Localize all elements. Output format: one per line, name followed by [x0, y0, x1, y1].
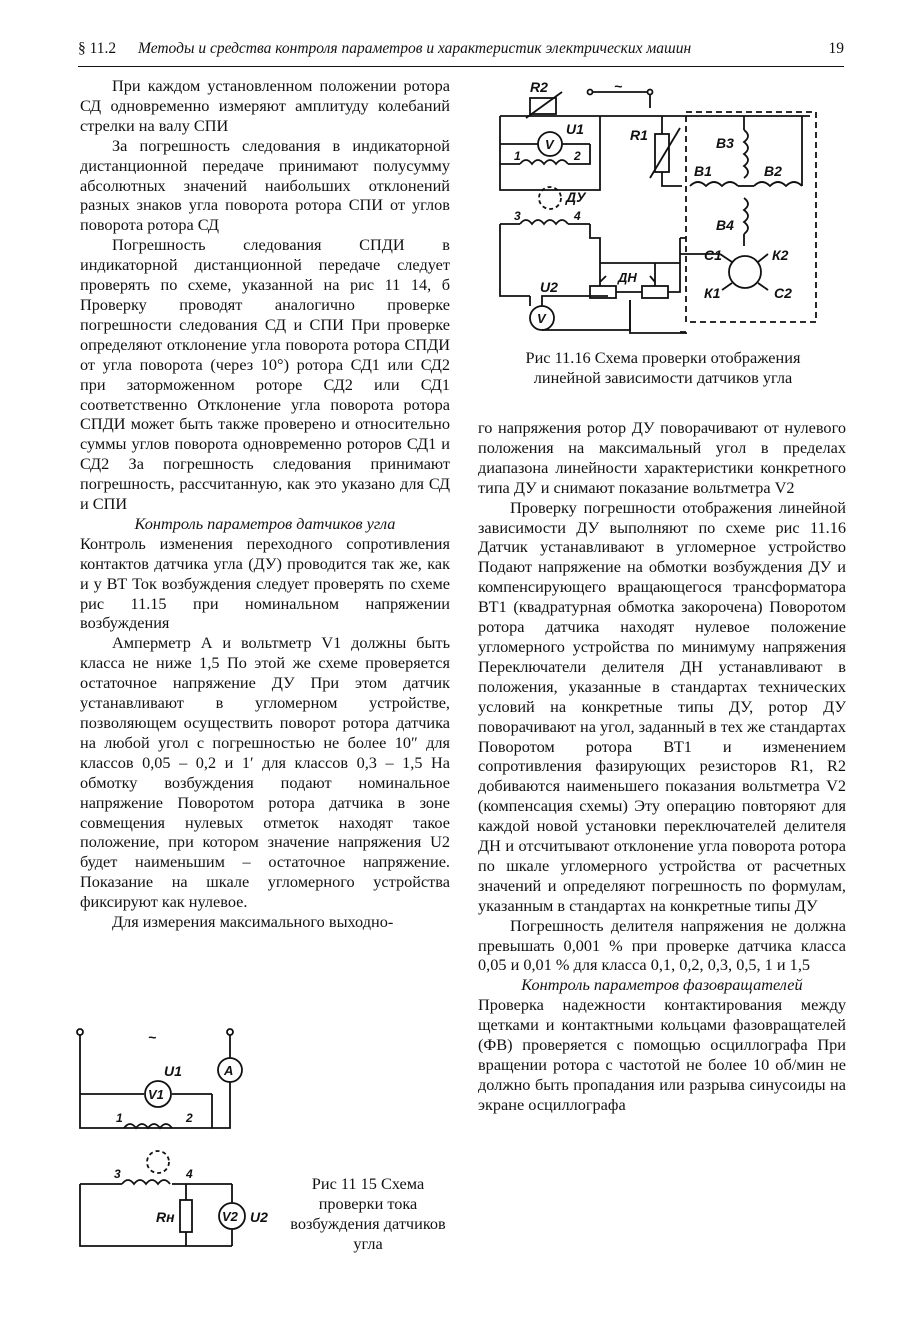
fig16-label-dn: ДН	[618, 270, 637, 285]
fig16-terminal-3: 3	[514, 209, 521, 223]
fig16-label-r1: R1	[630, 127, 648, 143]
left-paragraph-3: Погрешность следования СПДИ в индикаторной дистанционной передаче следует проверять по схеме, указанной на рис 11 14, б Проверку проводят аналогично проверке погрешности следования СД и СПИ При проверке определяют отклонение угла поворота ротора СПДИ от угла поворота (через 10°) ротора СД1 или СД2 при заторможенном роторе СД2 или СД1 соответственно Отклонение угла поворота ротора СПДИ может быть также проверено и относительно суммы углов поворота одновременно роторов СД1 и СД2 За погрешность следования принимают погрешность, рассчитанную, как это указано для СД и СПИ	[80, 235, 450, 514]
figure-11-16-circuit	[490, 78, 830, 340]
left-paragraph-2: За погрешность следования в индикаторной дистанционной передаче принимают полусумму абсолютных значений наибольших отклонений разных знаков угла поворота ротора СПИ от углов поворота ротора СД	[80, 135, 450, 235]
fig15-terminal-1: 1	[116, 1111, 123, 1125]
fig15-terminal-2: 2	[186, 1111, 193, 1125]
left-paragraph-4: Контроль изменения переходного сопротивления контактов датчика угла (ДУ) проводится так же, как и у ВТ Ток возбуждения следует проверять по схеме рис 11.15 при номинальном напряжении возбуждения	[80, 533, 450, 633]
fig16-label-c1: С1	[704, 247, 722, 263]
figure-11-16-caption-line-1: Рис 11.16 Схема проверки отображения	[525, 348, 801, 367]
fig15-label-u2: U2	[250, 1209, 268, 1225]
left-column	[80, 76, 450, 932]
fig16-terminal-1: 1	[514, 149, 521, 163]
section-number: § 11.2	[78, 40, 117, 57]
fig15-voltmeter-2: V2	[222, 1209, 238, 1224]
right-paragraph-3: Погрешность делителя напряжения не должна превышать 0,001 % при проверке датчика класса 0,05 и 0,01 % для класса 0,1, 0,2, 0,3, 0,5, 1 и 1,5	[478, 915, 846, 975]
fig16-label-k2: К2	[772, 247, 789, 263]
fig16-label-b3: В3	[716, 135, 734, 151]
right-paragraph-1: го напряжения ротор ДУ поворачивают от нулевого положения на максимальный угол в пределах диапазона линейности характеристики конкретного типа ДУ и снимают показание вольтметра V2	[478, 418, 846, 497]
left-paragraph-5: Амперметр А и вольтметр V1 должны быть класса не ниже 1,5 По этой же схеме проверяется остаточное напряжение ДУ При этом датчик устанавливают в угломерном устройстве, позволяющем осуществить поворот ротора датчика на любой угол с погрешностью не более 10″ для классов 0,05 – 0,2 и 1′ для классов 0,3 – 1,5 На обмотку возбуждения подают номинальное напряжение Поворотом ротора датчика в зоне совмещения нулевых отметок находят такое положение, при котором значение напряжения U2 будет наименьшим – остаточное напряжение. Показание на шкале угломерного устройства фиксируют как нулевое.	[80, 633, 450, 912]
fig15-voltmeter-1: V1	[148, 1087, 164, 1102]
left-paragraph-6: Для измерения максимального выходно-	[112, 912, 394, 932]
fig16-terminal-4: 4	[574, 209, 581, 223]
running-header	[78, 40, 844, 67]
figure-11-15-circuit	[62, 1024, 282, 1254]
fig16-voltmeter-1: V	[545, 137, 554, 152]
figure-11-15-caption: Рис 11 15 Схема проверки тока возбуждения датчиков угла	[290, 1174, 446, 1253]
fig15-ac-symbol: ~	[148, 1029, 157, 1045]
page-number: 19	[828, 40, 844, 57]
right-column	[478, 418, 846, 1115]
subheading-angle-sensors: Контроль параметров датчиков угла	[134, 513, 396, 533]
fig16-label-r2: R2	[530, 79, 548, 95]
right-paragraph-4: Проверка надежности контактирования между щетками и контактными кольцами фазовращателей (ФВ) проверяется с помощью осциллографа При вращении ротора с частотой не более 10 об/мин не должно быть пропадания или разрыва синусоиды на экране осциллографа	[478, 995, 846, 1114]
fig16-label-u1: U1	[566, 121, 584, 137]
left-paragraph-1: При каждом установленном положении ротора СД одновременно измеряют амплитуду колебаний стрелки на валу СПИ	[80, 76, 450, 135]
fig16-ac-symbol: ~	[614, 78, 623, 94]
figure-11-16-caption	[478, 348, 848, 388]
right-paragraph-2: Проверку погрешности отображения линейной зависимости ДУ выполняют по схеме рис 11.16 Датчик устанавливают в угломерное устройство Подают напряжение на обмотки возбуждения ДУ и компенсирующего вращающегося трансформатора ВТ1 (квадратурная обмотка закорочена) Поворотом ротора датчика находят нулевое положение угломерного устройства по минимуму напряжения Переключатели делителя ДН устанавливают в положения, указанные в стандартах технических условий на конкретные типы ДУ, ротор ДУ поворачивают на угол, заданный в тех же стандартах Поворотом ротора ВТ1 и изменением сопротивления фазирующих резисторов R1, R2 добиваются наименьшего показания вольтметра V2 (компенсация схемы) Эту операцию повторяют для каждой новой установки переключателей делителя ДН и отсчитывают отклонение угла поворота ротора по шкале угломерного устройства от расчетных значений и определяют погрешность по формулам, указанным в стандартах на конкретные типы ДУ	[478, 497, 846, 915]
fig16-label-b4: В4	[716, 217, 734, 233]
fig16-label-u2: U2	[540, 279, 558, 295]
fig16-voltmeter-2: V	[537, 311, 546, 326]
fig16-label-b2: В2	[764, 163, 782, 179]
figure-11-16-caption-line-2: линейной зависимости датчиков угла	[533, 368, 793, 387]
fig15-label-u1: U1	[164, 1063, 182, 1079]
subheading-phase-shifters: Контроль параметров фазовращателей	[521, 975, 803, 995]
fig16-terminal-2: 2	[574, 149, 581, 163]
header-title: Методы и средства контроля параметров и характеристик электрических машин	[138, 40, 692, 57]
fig16-label-k1: К1	[704, 285, 721, 301]
fig16-label-b1: В1	[694, 163, 712, 179]
fig15-terminal-4: 4	[186, 1167, 193, 1181]
fig15-terminal-3: 3	[114, 1167, 121, 1181]
fig16-label-du: ДУ	[566, 189, 586, 205]
fig16-label-c2: С2	[774, 285, 792, 301]
fig15-label-rn: Rн	[156, 1209, 175, 1225]
fig15-ammeter: A	[224, 1063, 234, 1078]
